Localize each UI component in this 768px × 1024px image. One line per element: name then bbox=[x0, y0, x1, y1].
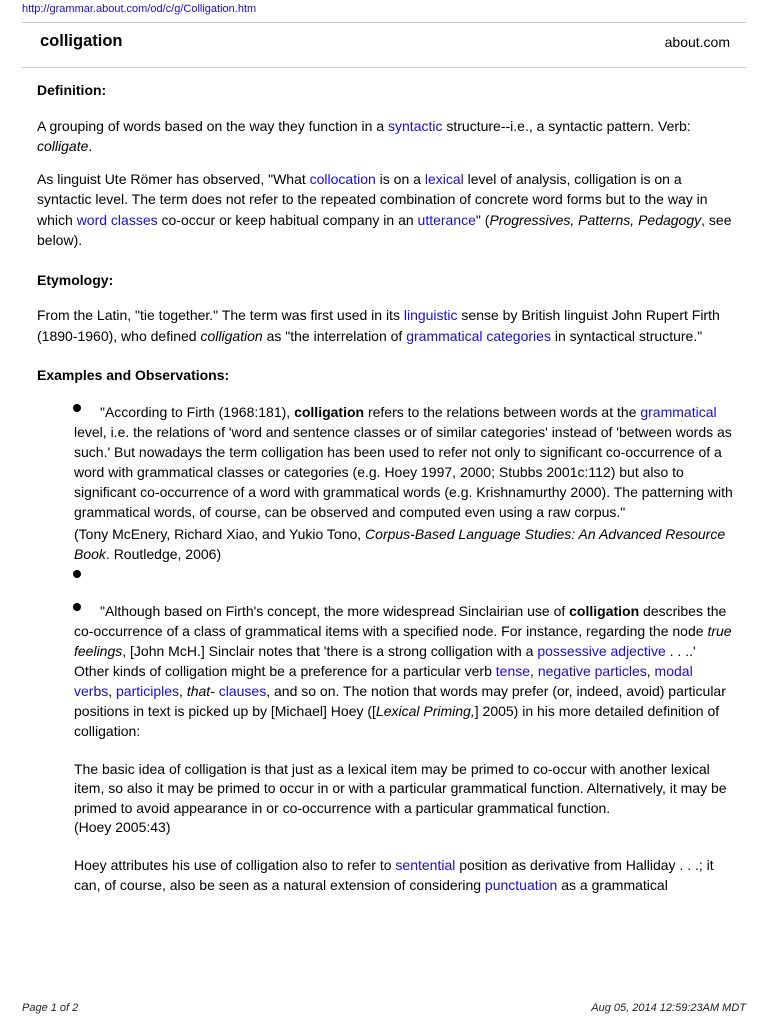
text: refers to the relations between words at the bbox=[364, 403, 641, 420]
text: co-occur or keep habitual company in an bbox=[157, 211, 418, 228]
etymology-heading: Etymology: bbox=[37, 271, 114, 288]
list-item bbox=[74, 402, 734, 564]
hoey-paragraph bbox=[74, 855, 734, 895]
text: A grouping of words based on the way they function in a bbox=[37, 117, 389, 134]
example-quote bbox=[74, 402, 734, 522]
text: . . ..' Other kinds of colligation might be a preference for a particular verb bbox=[74, 642, 696, 679]
text: , bbox=[179, 682, 187, 699]
definition-paragraph bbox=[37, 116, 733, 157]
text: , see below). bbox=[37, 211, 732, 248]
text: as a grammatical bbox=[557, 876, 668, 893]
italic-text: colligate bbox=[37, 138, 89, 154]
page-title: colligation bbox=[40, 32, 123, 50]
text: is on a bbox=[375, 170, 425, 187]
bullet-icon bbox=[73, 570, 81, 578]
link-syntactic[interactable]: syntactic bbox=[388, 117, 443, 134]
page-header bbox=[22, 22, 746, 68]
text: structure--i.e., a syntactic pattern. Verb: bbox=[442, 117, 691, 134]
text: Hoey attributes his use of colligation also to refer to bbox=[74, 856, 396, 873]
text: describes the co-occurrence of a class of grammatical items with a specified node. For instance, regarding the node bbox=[74, 602, 727, 639]
text: , bbox=[530, 662, 538, 679]
italic-text: Lexical Priming, bbox=[375, 702, 475, 719]
text: . bbox=[88, 138, 93, 154]
link-linguistic[interactable]: linguistic bbox=[403, 307, 458, 323]
link-clauses[interactable]: clauses bbox=[218, 682, 267, 699]
text: , bbox=[646, 662, 655, 679]
text: "According to Firth (1968:181), bbox=[100, 403, 295, 420]
text: - bbox=[210, 682, 219, 699]
text: As linguist Ute Römer has observed, "What bbox=[37, 170, 310, 187]
link-tense[interactable]: tense bbox=[495, 662, 531, 679]
example-citation bbox=[74, 524, 734, 564]
definition-heading: Definition: bbox=[37, 82, 107, 98]
example-quote bbox=[74, 601, 734, 741]
text: ] 2005) in his more detailed definition of colligation: bbox=[74, 702, 720, 739]
page-number: Page 1 of 2 bbox=[22, 1002, 79, 1014]
link-collocation[interactable]: collocation bbox=[309, 170, 376, 187]
italic-text: Corpus-Based Language Studies: An Advanced Resource Book bbox=[74, 525, 726, 562]
link-negative-particles[interactable]: negative particles bbox=[537, 662, 647, 679]
examples-list bbox=[74, 402, 734, 895]
link-possessive-adjective[interactable]: possessive adjective bbox=[537, 642, 666, 659]
link-grammatical-categories[interactable]: grammatical categories bbox=[406, 327, 551, 344]
italic-text: colligation bbox=[200, 327, 263, 344]
text: position as derivative from Halliday . . .; it can, of course, also be seen as a natural extension of considering bbox=[74, 856, 714, 893]
print-timestamp: Aug 05, 2014 12:59:23AM MDT bbox=[591, 1002, 746, 1014]
italic-text: true feelings bbox=[74, 622, 732, 659]
link-lexical[interactable]: lexical bbox=[424, 170, 464, 187]
empty-list-item bbox=[74, 564, 734, 584]
bullet-icon bbox=[73, 404, 81, 412]
site-name[interactable]: about.com bbox=[664, 34, 730, 50]
text: (Tony McEnery, Richard Xiao, and Yukio Tono, bbox=[74, 525, 366, 542]
text: , [John McH.] Sinclair notes that 'there is a strong colligation with a bbox=[122, 642, 538, 659]
block-quote-citation: (Hoey 2005:43) bbox=[74, 819, 171, 835]
italic-text: Progressives, Patterns, Pedagogy bbox=[489, 211, 702, 228]
link-punctuation[interactable]: punctuation bbox=[484, 876, 558, 893]
link-sentential[interactable]: sentential bbox=[395, 856, 456, 873]
bullet-icon bbox=[73, 603, 81, 611]
text: From the Latin, "tie together." The term was first used in its bbox=[37, 307, 404, 323]
text: "Although based on Firth's concept, the more widespread Sinclairian use of bbox=[100, 602, 570, 619]
link-modal-verbs[interactable]: modal verbs bbox=[74, 662, 693, 699]
link-utterance[interactable]: utterance bbox=[417, 211, 476, 228]
romer-paragraph bbox=[37, 169, 733, 251]
italic-text: that bbox=[186, 682, 211, 699]
text: level, i.e. the relations of 'word and sentence classes or of similar categories' instead of 'between words as such.' But nowadays the term colligation has been used to refer not only to significant co-occurrence of a word with grammatical classes or categories (e.g. Hoey 1997, 2000; Stubbs 2001c:112) but also to significant co-occurrence of a word with grammatical words (e.g. Krishnamurthy 2000). The patterning with grammatical words, of course, can be observed and computed even using a raw corpus." bbox=[74, 423, 733, 520]
text: sense by British linguist John Rupert Firth (1890-1960), who defined bbox=[37, 307, 720, 344]
examples-heading: Examples and Observations: bbox=[37, 367, 230, 383]
text: as "the interrelation of bbox=[262, 327, 407, 344]
text: , and so on. The notion that words may prefer (or, indeed, avoid) particular positions in text is picked up by [Michael] Hoey ([ bbox=[74, 682, 726, 719]
link-word-classes[interactable]: word classes bbox=[76, 211, 158, 228]
link-participles[interactable]: participles bbox=[116, 682, 180, 699]
text: , bbox=[108, 682, 117, 699]
block-quote: The basic idea of colligation is that just as a lexical item may be primed to co-occur with another lexical item, so also it may be primed to occur in or with a particular grammatical function. Alternatively, it may be primed to avoid appearance in or co-occurrence with a particular grammatical function. bbox=[74, 760, 727, 816]
page-url[interactable]: http://grammar.about.com/od/c/g/Colligation.htm bbox=[22, 3, 257, 15]
text: in syntactical structure." bbox=[550, 327, 703, 344]
text: level of analysis, colligation is on a syntactic level. The term does not refer to the repeated combination of concrete word forms but to the way in which bbox=[37, 170, 708, 228]
text: . Routledge, 2006) bbox=[105, 545, 222, 562]
etymology-paragraph bbox=[37, 305, 733, 346]
bold-term: colligation bbox=[569, 602, 640, 619]
bold-term: colligation bbox=[294, 403, 365, 420]
text: " ( bbox=[475, 211, 490, 228]
link-grammatical[interactable]: grammatical bbox=[640, 403, 717, 420]
list-item bbox=[74, 601, 734, 895]
article-body bbox=[37, 72, 733, 895]
